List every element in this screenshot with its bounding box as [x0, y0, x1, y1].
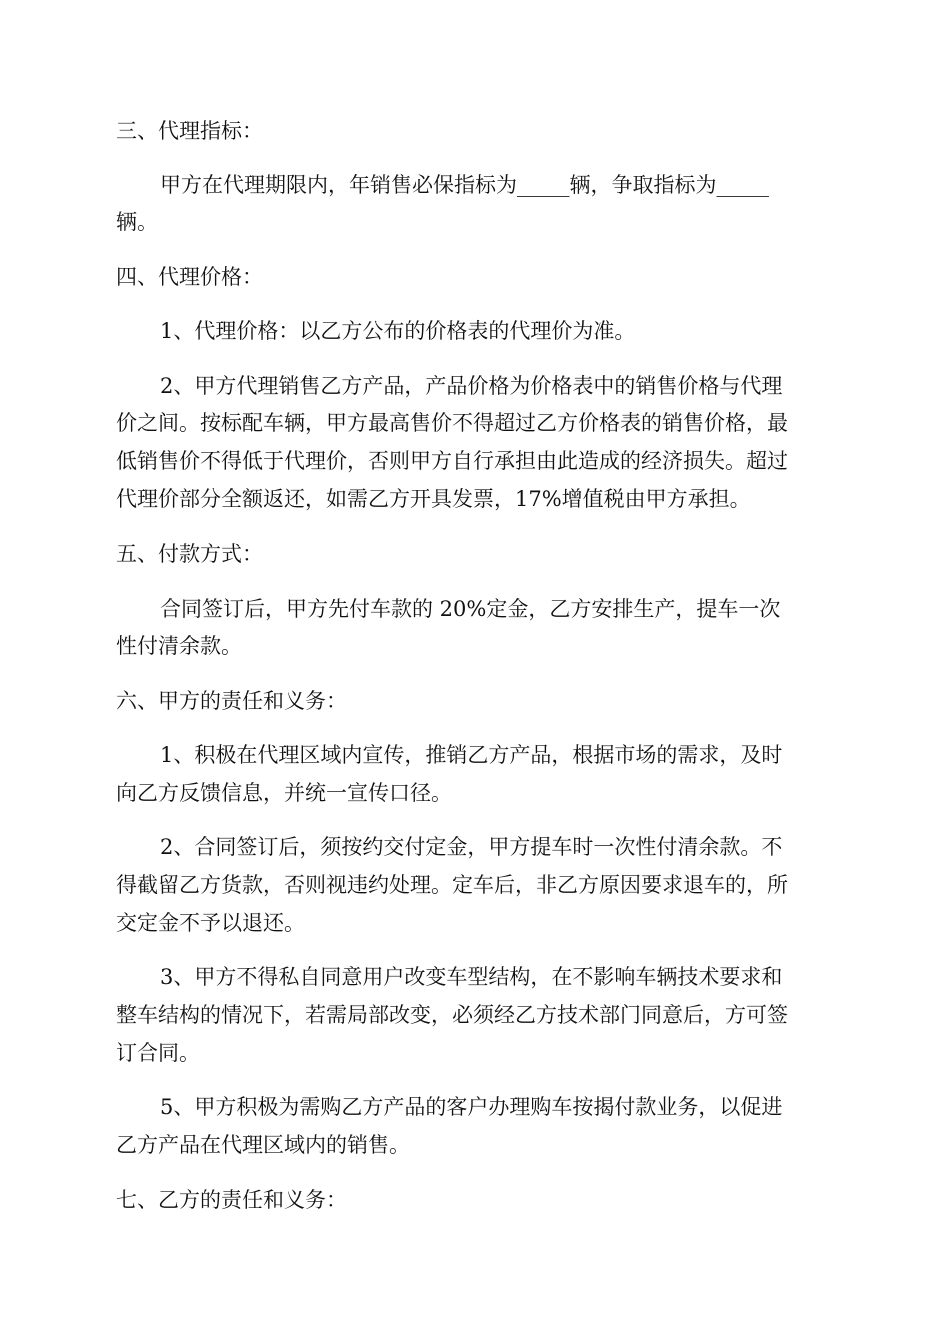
paragraph-line: 交定金不予以退还。 — [116, 911, 305, 935]
section-heading-4: 四、代理价格： — [116, 265, 263, 289]
paragraph-line: 得截留乙方货款，否则视违约处理。定车后，非乙方原因要求退车的，所 — [116, 873, 788, 897]
paragraph-line: 3、甲方不得私自同意用户改变车型结构，在不影响车辆技术要求和 — [160, 965, 783, 989]
paragraph-line: 低销售价不得低于代理价，否则甲方自行承担由此造成的经济损失。超过 — [116, 449, 788, 473]
section-heading-6: 六、甲方的责任和义务： — [116, 689, 347, 713]
paragraph-line: 辆。 — [116, 210, 158, 234]
section-heading-5: 五、付款方式： — [116, 542, 263, 566]
paragraph-line: 2、甲方代理销售乙方产品，产品价格为价格表中的销售价格与代理 — [160, 374, 783, 398]
paragraph-line: 1、积极在代理区域内宣传，推销乙方产品，根据市场的需求，及时 — [160, 743, 783, 767]
paragraph-line: 价之间。按标配车辆，甲方最高售价不得超过乙方价格表的销售价格，最 — [116, 411, 788, 435]
section-heading-7: 七、乙方的责任和义务： — [116, 1188, 347, 1212]
paragraph-line: 合同签订后，甲方先付车款的 20%定金，乙方安排生产，提车一次 — [160, 597, 781, 621]
paragraph-line: 性付清余款。 — [116, 634, 242, 658]
paragraph-line: 2、合同签订后，须按约交付定金，甲方提车时一次性付清余款。不 — [160, 835, 783, 859]
paragraph-line: 1、代理价格：以乙方公布的价格表的代理价为准。 — [160, 319, 636, 343]
paragraph-line: 甲方在代理期限内，年销售必保指标为_____辆，争取指标为_____ — [160, 173, 769, 197]
paragraph-line: 整车结构的情况下，若需局部改变，必须经乙方技术部门同意后，方可签 — [116, 1003, 788, 1027]
paragraph-line: 向乙方反馈信息，并统一宣传口径。 — [116, 781, 452, 805]
paragraph-line: 代理价部分全额返还，如需乙方开具发票，17%增值税由甲方承担。 — [116, 487, 751, 511]
paragraph-line: 乙方产品在代理区域内的销售。 — [116, 1133, 410, 1157]
section-heading-3: 三、代理指标： — [116, 119, 263, 143]
paragraph-line: 5、甲方积极为需购乙方产品的客户办理购车按揭付款业务，以促进 — [160, 1095, 783, 1119]
paragraph-line: 订合同。 — [116, 1041, 200, 1065]
